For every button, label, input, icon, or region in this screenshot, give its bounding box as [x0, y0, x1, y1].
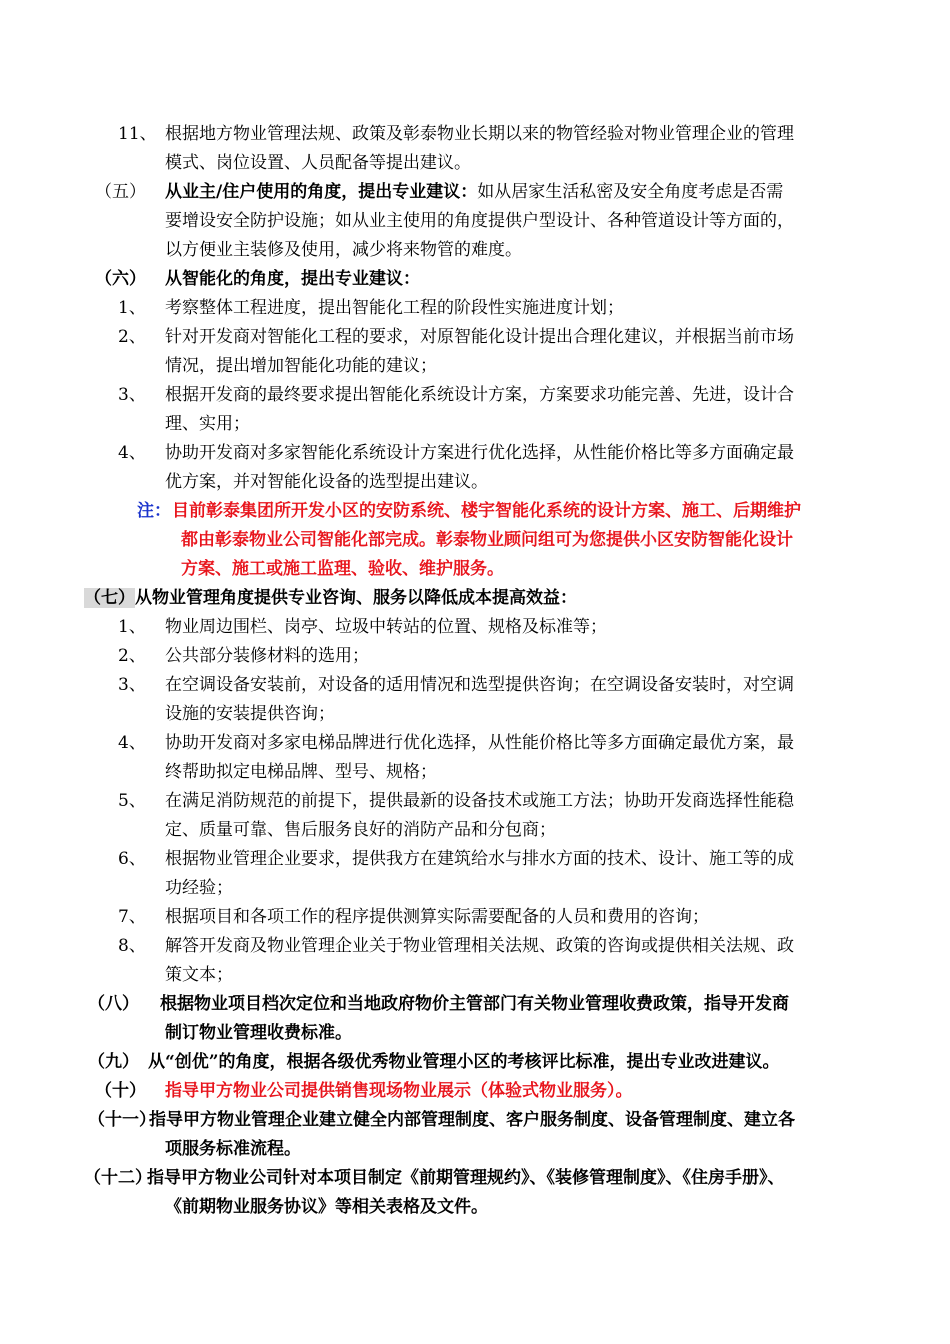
- section-number: （五）: [95, 182, 146, 202]
- paragraph-line: 协助开发商对多家电梯品牌进行优化选择，从性能价格比等多方面确定最优方案，最: [165, 733, 794, 753]
- paragraph-line: 根据物业项目档次定位和当地政府物价主管部门有关物业管理收费政策，指导开发商: [160, 994, 789, 1014]
- paragraph-line: 《前期物业服务协议》等相关表格及文件。: [165, 1197, 488, 1217]
- paragraph-line: 从“创优”的角度，根据各级优秀物业管理小区的考核评比标准，提出专业改进建议。: [148, 1052, 780, 1072]
- paragraph-line: 针对开发商对智能化工程的要求，对原智能化设计提出合理化建议，并根据当前市场: [165, 327, 794, 347]
- paragraph-line: 指导甲方物业管理企业建立健全内部管理制度、客户服务制度、设备管理制度、建立各: [149, 1110, 795, 1130]
- section-number: （六）: [95, 269, 146, 289]
- section-heading: [84, 587, 577, 609]
- note-line: 方案、施工或施工监理、验收、维护服务。: [181, 559, 504, 579]
- paragraph-line: 项服务标准流程。: [165, 1139, 301, 1159]
- note-line: 目前彰泰集团所开发小区的安防系统、楼宇智能化系统的设计方案、施工、后期维护: [172, 501, 801, 521]
- paragraph-line: 指导甲方物业公司针对本项目制定《前期管理规约》、《装修管理制度》、《住房手册》、: [147, 1168, 785, 1188]
- item-number: 4、: [118, 733, 146, 753]
- paragraph-line: 根据项目和各项工作的程序提供测算实际需要配备的人员和费用的咨询；: [165, 907, 709, 927]
- paragraph-line: 要增设安全防护设施；如从业主使用的角度提供户型设计、各种管道设计等方面的，: [165, 211, 794, 231]
- paragraph-line: 公共部分装修材料的选用；: [165, 646, 369, 666]
- paragraph-line: 功经验；: [165, 878, 233, 898]
- paragraph-line: [165, 181, 783, 203]
- paragraph-line: 定、质量可靠、售后服务良好的消防产品和分包商；: [165, 820, 556, 840]
- paragraph-line: 终帮助拟定电梯品牌、型号、规格；: [165, 762, 437, 782]
- paragraph-line: 指导甲方物业公司提供销售现场物业展示（体验式物业服务）。: [165, 1081, 633, 1101]
- section-title: 从业主/住户使用的角度，提出专业建议：: [165, 182, 478, 202]
- paragraph-text: 如从居家生活私密及安全角度考虑是否需: [477, 182, 784, 202]
- item-number: 6、: [118, 849, 146, 869]
- item-number: 5、: [118, 791, 146, 811]
- note-line: 都由彰泰物业公司智能化部完成。彰泰物业顾问组可为您提供小区安防智能化设计: [181, 530, 793, 550]
- paragraph-line: 物业周边围栏、岗亭、垃圾中转站的位置、规格及标准等；: [165, 617, 607, 637]
- item-number: 11、: [118, 124, 157, 144]
- paragraph-line: 在满足消防规范的前提下，提供最新的设备技术或施工方法；协助开发商选择性能稳: [165, 791, 794, 811]
- item-number: 3、: [118, 675, 146, 695]
- paragraph-line: 根据开发商的最终要求提出智能化系统设计方案，方案要求功能完善、先进，设计合: [165, 385, 794, 405]
- section-number: （十二）: [84, 1168, 152, 1188]
- section-number: （九）: [88, 1052, 139, 1072]
- paragraph-line: 模式、岗位设置、人员配备等提出建议。: [165, 153, 471, 173]
- item-number: 7、: [118, 907, 146, 927]
- paragraph-line: 优方案，并对智能化设备的选型提出建议。: [165, 472, 488, 492]
- paragraph-line: 在空调设备安装前，对设备的适用情况和选型提供咨询；在空调设备安装时，对空调: [165, 675, 794, 695]
- paragraph-line: 设施的安装提供咨询；: [165, 704, 335, 724]
- section-number: （七）: [84, 588, 135, 608]
- item-number: 3、: [118, 385, 146, 405]
- paragraph-line: 根据物业管理企业要求，提供我方在建筑给水与排水方面的技术、设计、施工等的成: [165, 849, 794, 869]
- item-number: 1、: [118, 617, 146, 637]
- paragraph-line: 策文本；: [165, 965, 233, 985]
- paragraph-line: 理、实用；: [165, 414, 250, 434]
- paragraph-line: 协助开发商对多家智能化系统设计方案进行优化选择，从性能价格比等多方面确定最: [165, 443, 794, 463]
- paragraph-line: 根据地方物业管理法规、政策及彰泰物业长期以来的物管经验对物业管理企业的管理: [165, 124, 794, 144]
- paragraph-line: 情况，提出增加智能化功能的建议；: [165, 356, 437, 376]
- paragraph-line: 解答开发商及物业管理企业关于物业管理相关法规、政策的咨询或提供相关法规、政: [165, 936, 794, 956]
- section-number: （十）: [95, 1081, 146, 1101]
- note-label: 注：: [137, 501, 171, 521]
- section-title: 从物业管理角度提供专业咨询、服务以降低成本提高效益：: [135, 588, 577, 608]
- section-title: 从智能化的角度，提出专业建议：: [165, 269, 420, 289]
- section-number: （八）: [88, 994, 139, 1014]
- paragraph-line: 以方便业主装修及使用，减少将来物管的难度。: [165, 240, 522, 260]
- section-number: （十一）: [88, 1110, 156, 1130]
- paragraph-line: 制订物业管理收费标准。: [165, 1023, 352, 1043]
- item-number: 8、: [118, 936, 146, 956]
- item-number: 4、: [118, 443, 146, 463]
- item-number: 2、: [118, 327, 146, 347]
- item-number: 1、: [118, 298, 146, 318]
- paragraph-line: 考察整体工程进度，提出智能化工程的阶段性实施进度计划；: [165, 298, 624, 318]
- item-number: 2、: [118, 646, 146, 666]
